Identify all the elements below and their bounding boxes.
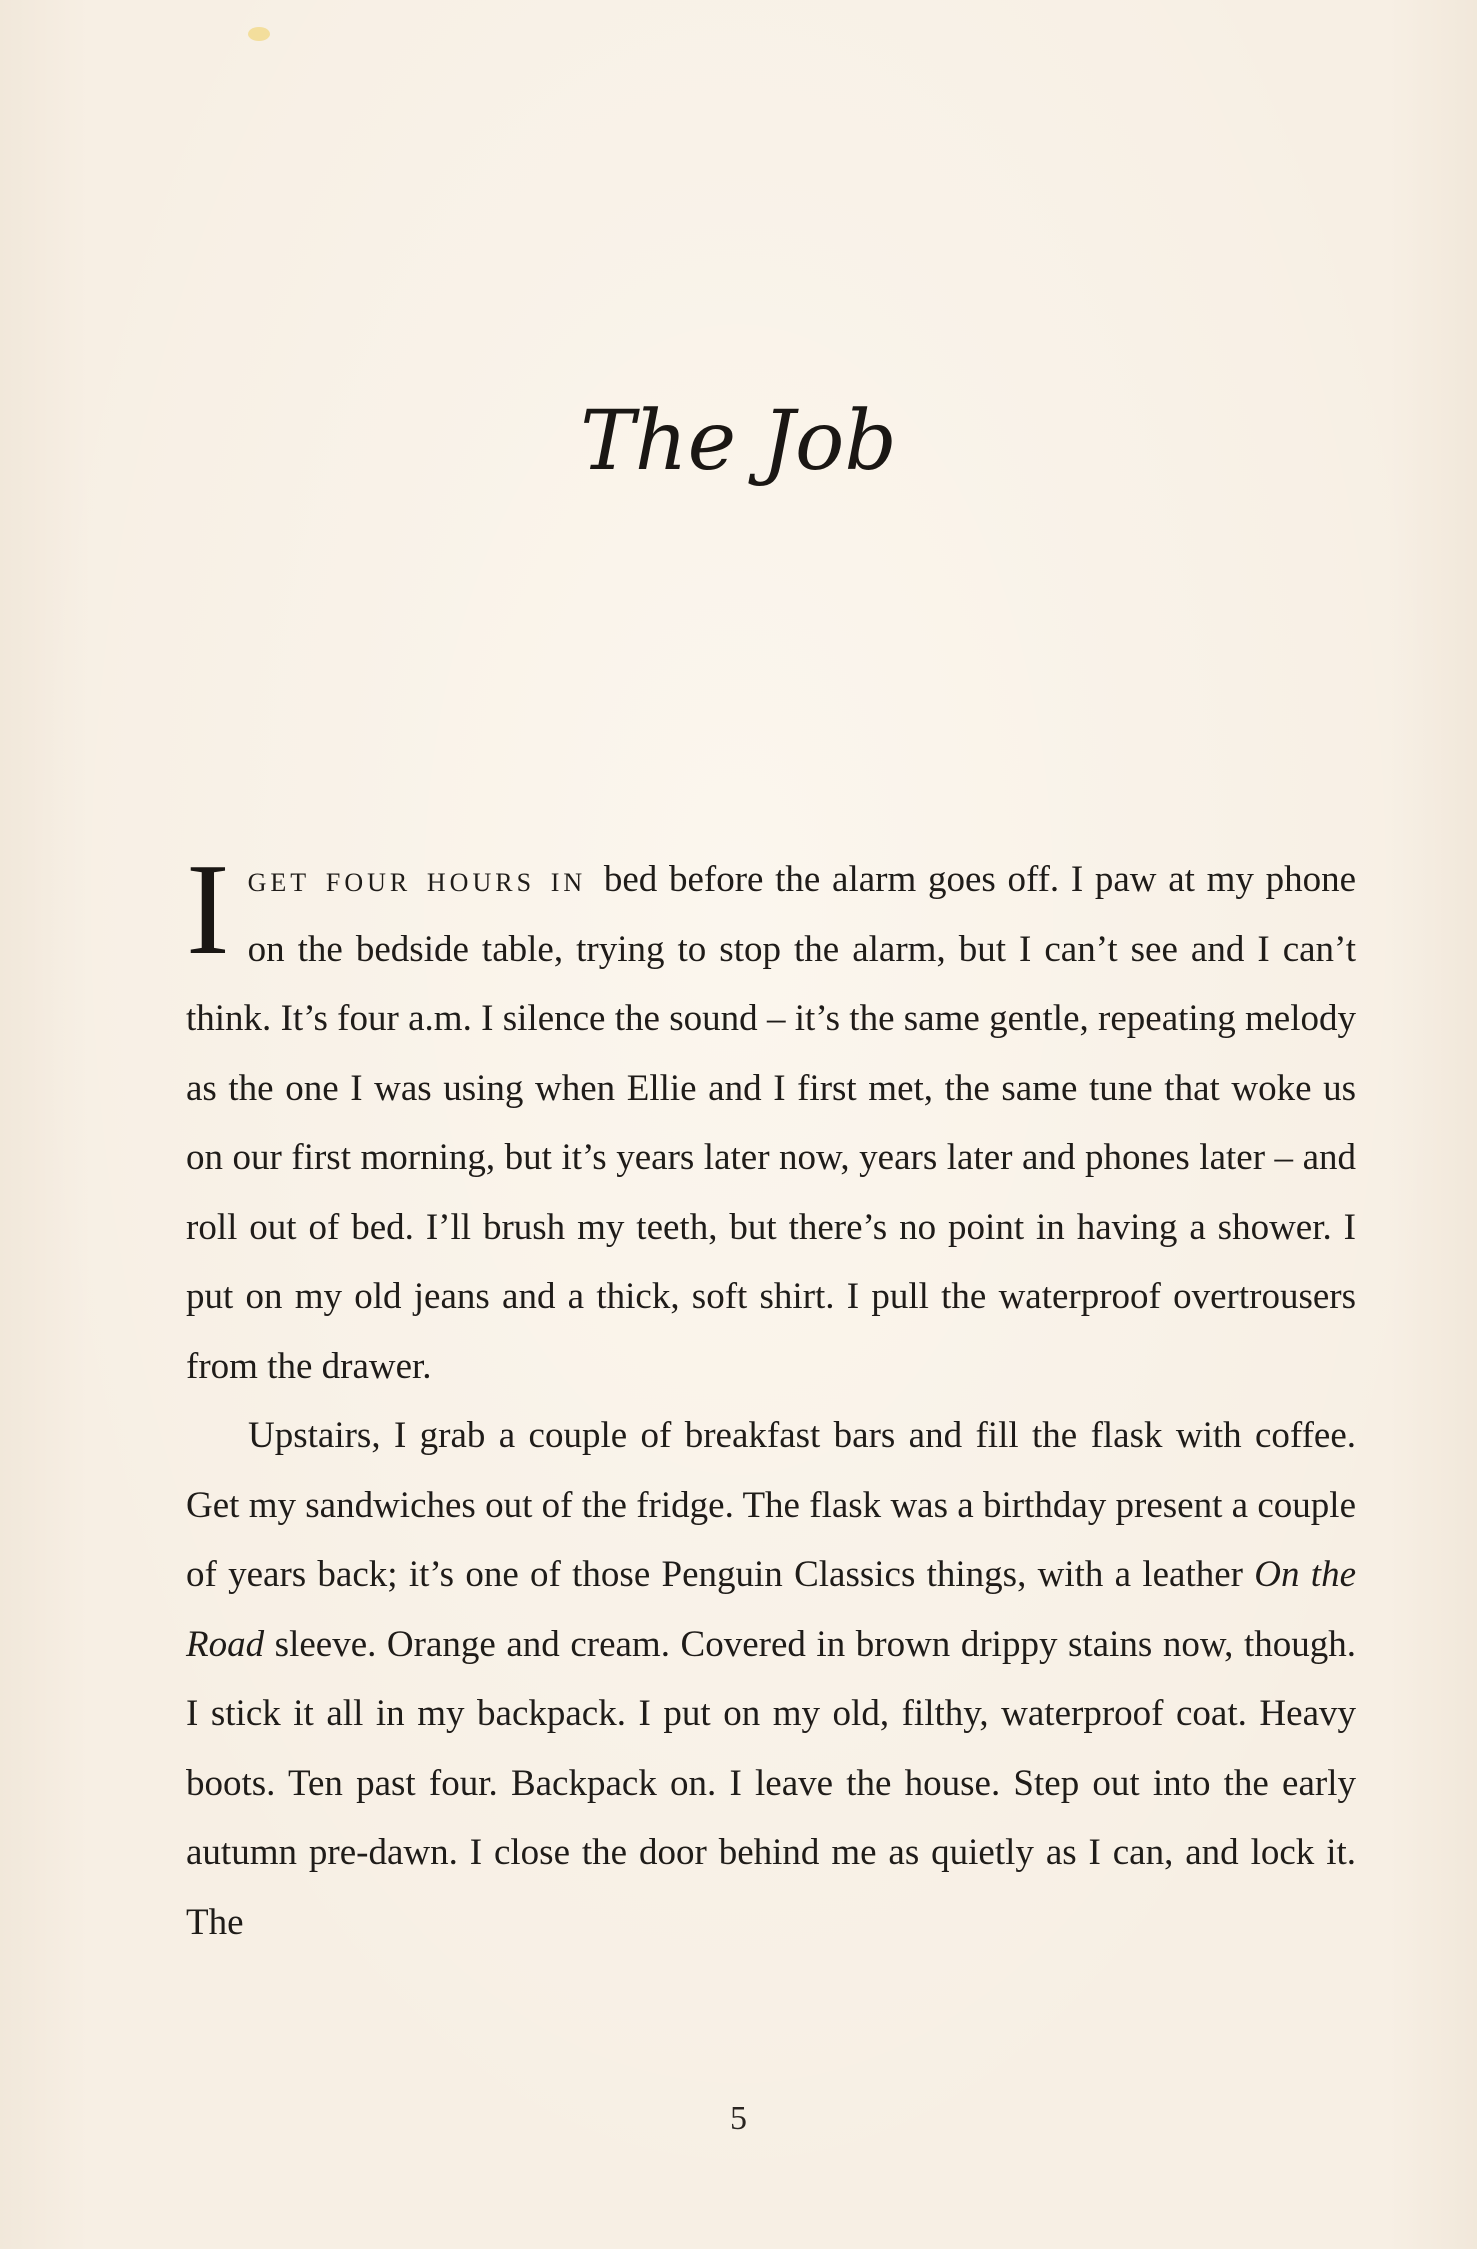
paper-stain <box>248 27 270 41</box>
book-title: On the Road <box>186 1554 1356 1665</box>
body-text <box>186 837 1356 1957</box>
paragraph-text: Upstairs, I grab a couple of breakfast bars and fill the flask with coffee. Get my sandwiches out of the fridge. The flask was a birthday present a couple of years back; it’s one of those Penguin Classics things, with a leather <box>186 1415 1356 1595</box>
drop-cap: I <box>186 837 230 982</box>
opening-small-caps: get four hours in <box>247 859 587 900</box>
paragraph <box>186 1401 1356 1957</box>
paragraph <box>186 837 1356 1401</box>
page-number: 5 <box>730 2100 747 2137</box>
paragraph-text: bed before the alarm goes off. I paw at my phone on the bedside table, trying to stop the alarm, but I can’t see and I can’t think. It’s four a.m. I silence the sound – it’s the same gentle, repeating melody as the one I was using when Ellie and I first met, the same tune that woke us on our first morning, but it’s years later now, years later and phones later – and roll out of bed. I’ll brush my teeth, but there’s no point in having a shower. I put on my old jeans and a thick, soft shirt. I pull the waterproof overtrousers from the drawer. <box>186 859 1356 1387</box>
paragraph-text: sleeve. Orange and cream. Covered in brown drippy stains now, though. I stick it all in my backpack. I put on my old, filthy, waterproof coat. Heavy boots. Ten past four. Backpack on. I leave the house. Step out into the early autumn pre-dawn. I close the door behind me as quietly as I can, and lock it. The <box>186 1623 1356 1943</box>
chapter-title: The Job <box>580 394 897 489</box>
